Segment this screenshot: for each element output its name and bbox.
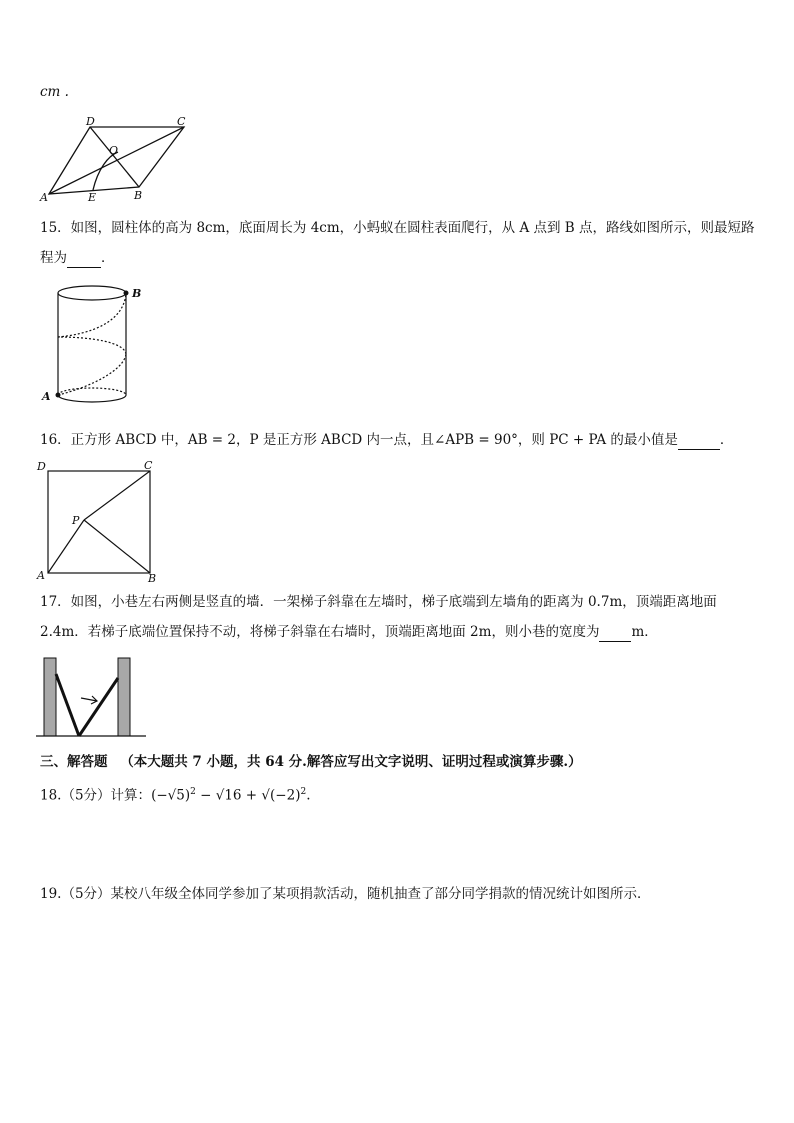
q16-answer-blank: [678, 449, 720, 450]
q15-line2-suffix: ．: [101, 250, 115, 266]
q15-line2-prefix: 程为: [40, 250, 67, 266]
section-3-note: （本大题共 7 小题，共 64 分.解答应写出文字说明、证明过程或演算步骤.）: [120, 754, 582, 770]
q18-exp-b: 2: [300, 787, 307, 797]
q18-term-b: √(−2): [261, 787, 301, 804]
label-A: A: [40, 191, 48, 202]
label-C: C: [144, 459, 153, 472]
q16-text-prefix: 16．正方形 ABCD 中，AB = 2，P 是正方形 ABCD 内一点，且∠APB = 90°，则 PC + PA 的最小值是: [40, 432, 678, 448]
label-B: B: [148, 572, 157, 584]
label-E: E: [88, 191, 97, 202]
q18-label: 18.（5分）计算：: [40, 787, 152, 804]
parallelogram-figure: [36, 114, 196, 202]
label-C: C: [177, 115, 186, 128]
q18-end: .: [306, 787, 311, 804]
q18-exp-a: 2: [190, 787, 196, 797]
label-A: A: [37, 569, 45, 582]
q15-line1: 15．如图，圆柱体的高为 8cm，底面周长为 4cm，小蚂蚁在圆柱表面爬行，从 A 点到 B 点，路线如图所示，则最短路: [40, 220, 755, 236]
section-3-heading: [40, 752, 582, 772]
q16-text: [40, 430, 733, 450]
label-A: A: [42, 390, 51, 403]
arrow-right-icon: [81, 696, 97, 704]
q18: [40, 782, 311, 806]
q17-line2: [40, 622, 658, 642]
q15-answer-blank: [67, 267, 101, 268]
q19-text: 19.（5分）某校八年级全体同学参加了某项捐款活动，随机抽查了部分同学捐款的情况统计如图所示．: [40, 886, 651, 902]
label-B: B: [132, 287, 142, 300]
q17-line1: 17．如图，小巷左右两侧是竖直的墙．一架梯子斜靠在左墙时，梯子底端到左墙角的距离为 0.7m，顶端距离地面: [40, 594, 717, 610]
label-P: P: [72, 514, 80, 527]
q16-text-suffix: ．: [719, 432, 734, 448]
unit-cm: cm .: [40, 84, 69, 100]
square-figure: [34, 458, 164, 584]
cylinder-figure: [36, 282, 160, 408]
q15-line2: [40, 248, 115, 268]
label-D: D: [86, 115, 95, 128]
q17-answer-blank: [599, 641, 631, 642]
label-O: O: [109, 144, 119, 157]
q17-line2-suffix: m．: [631, 624, 658, 640]
label-D: D: [37, 460, 46, 473]
section-3-title: 三、解答题: [40, 754, 108, 770]
q18-term-a: (−√5): [151, 787, 191, 804]
q17-line2-prefix: 2.4m．若梯子底端位置保持不动，将梯子斜靠在右墙时，顶端距离地面 2m，则小巷的宽度为: [40, 624, 600, 640]
label-B: B: [134, 189, 143, 202]
q18-middle: − √16 +: [195, 787, 262, 804]
alley-ladder-figure: [36, 654, 148, 740]
